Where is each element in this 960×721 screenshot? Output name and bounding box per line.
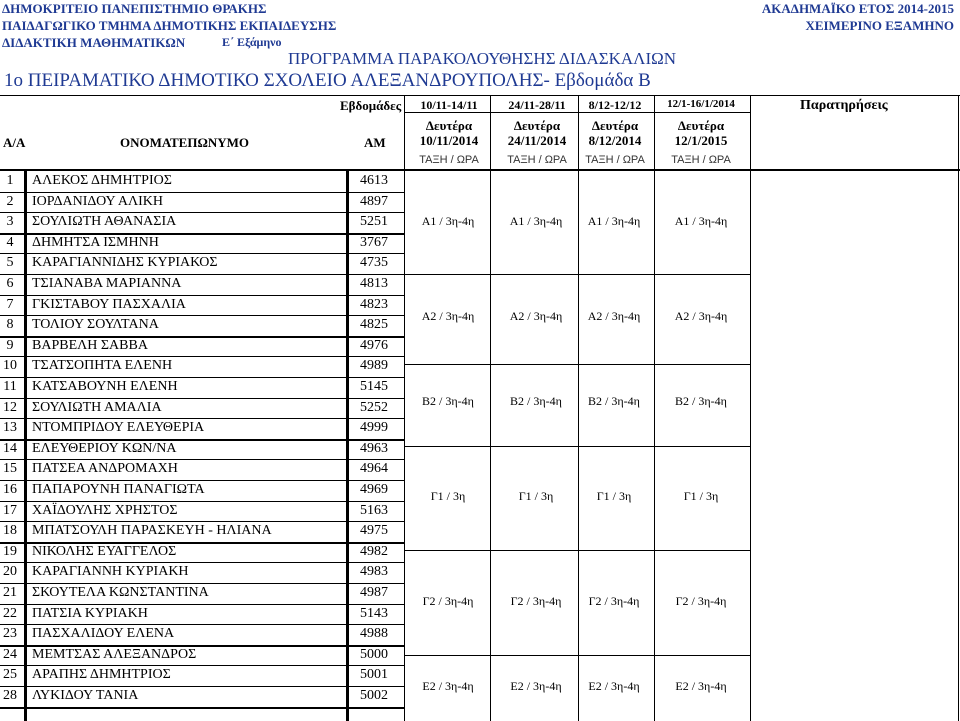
- group-cell: Α1 / 3η-4η: [674, 214, 728, 228]
- student-name: ΠΑΤΣΕΑ ΑΝΔΡΟΜΑΧΗ: [32, 461, 178, 477]
- col-aa-header: Α/Α: [3, 135, 26, 150]
- group-cell: Β2 / 3η-4η: [675, 394, 727, 408]
- grid-v3: [578, 95, 579, 721]
- group-cell: Α2 / 3η-4η: [587, 309, 641, 323]
- student-name: ΠΑΣΧΑΛΙΔΟΥ ΕΛΕΝΑ: [32, 626, 175, 642]
- week-date: 10/11/2014: [419, 133, 479, 148]
- student-am: 4983: [360, 564, 388, 580]
- row-number: 23: [3, 626, 17, 642]
- group-cell: Γ2 / 3η-4η: [588, 594, 640, 608]
- student-am: 4823: [360, 296, 388, 312]
- row-number: 4: [6, 234, 14, 250]
- row-number: 22: [3, 605, 17, 621]
- student-row: [0, 192, 400, 213]
- group-cell: Α2 / 3η-4η: [421, 309, 475, 323]
- student-am: 5000: [360, 646, 388, 662]
- group-cell: Α2 / 3η-4η: [509, 309, 563, 323]
- student-row: [0, 398, 400, 419]
- group-separator: [404, 550, 750, 551]
- student-row: [0, 439, 400, 460]
- row-number: 6: [6, 276, 14, 291]
- student-row: [0, 315, 400, 336]
- department-name: ΠΑΙΔΑΓΩΓΙΚΟ ΤΜΗΜΑ ΔΗΜΟΤΙΚΗΣ ΕΚΠΑΙΔΕΥΣΗΣ: [2, 18, 337, 33]
- week-tag: ΤΑΞΗ / ΩΡΑ: [507, 154, 567, 166]
- row-number: 25: [3, 667, 17, 683]
- col-am-header: ΑΜ: [364, 135, 386, 150]
- student-row: [0, 501, 400, 522]
- week-day: Δευτέρα: [591, 118, 639, 133]
- group-cell: Α1 / 3η-4η: [587, 214, 641, 228]
- group-cell: Β2 / 3η-4η: [510, 394, 562, 408]
- group-separator: [404, 446, 750, 447]
- student-row: [0, 583, 400, 604]
- week-day: Δευτέρα: [677, 118, 725, 133]
- row-number: 18: [3, 523, 17, 539]
- row-number: 17: [3, 502, 17, 518]
- student-name: ΤΣΑΤΣΟΠΗΤΑ ΕΛΕΝΗ: [32, 358, 173, 374]
- week-day: Δευτέρα: [513, 118, 561, 133]
- semester-type: ΧΕΙΜΕΡΙΝΟ ΕΞΑΜΗΝΟ: [805, 18, 954, 33]
- group-cell: Α1 / 3η-4η: [509, 214, 563, 228]
- student-am: 5001: [360, 667, 388, 683]
- student-am: 4963: [360, 440, 388, 456]
- student-am: 5252: [360, 399, 388, 415]
- student-name: ΜΕΜΤΣΑΣ ΑΛΕΞΑΝΔΡΟΣ: [32, 646, 197, 662]
- table-top-rule: [0, 95, 960, 96]
- student-am: 4613: [360, 173, 388, 188]
- student-row: [0, 233, 400, 254]
- academic-year: ΑΚΑΔΗΜΑΪΚΟ ΕΤΟΣ 2014-2015: [761, 1, 954, 16]
- student-name: ΤΣΙΑΝΑΒΑ ΜΑΡΙΑΝΝΑ: [32, 276, 182, 291]
- student-row: [0, 171, 400, 192]
- student-am: 5145: [360, 379, 388, 394]
- student-am: 5163: [360, 502, 388, 518]
- semester-label: Ε΄ Εξάμηνο: [222, 35, 282, 49]
- group-cell: Α2 / 3η-4η: [674, 309, 728, 323]
- week-range: 24/11-28/11: [508, 98, 566, 112]
- grid-v1: [404, 95, 405, 721]
- university-name: ΔΗΜΟΚΡΙΤΕΙΟ ΠΑΝΕΠΙΣΤΗΜΙΟ ΘΡΑΚΗΣ: [2, 1, 267, 16]
- student-am: 4982: [360, 543, 388, 559]
- student-am: 4999: [360, 420, 388, 436]
- row-separator: [0, 707, 404, 709]
- student-row: [0, 212, 400, 233]
- grid-v5: [750, 95, 751, 721]
- row-number: 24: [3, 646, 17, 662]
- group-cell: Ε2 / 3η-4η: [422, 679, 474, 693]
- group-cell: Γ2 / 3η-4η: [675, 594, 727, 608]
- student-name: ΚΑΤΣΑΒΟΥΝΗ ΕΛΕΝΗ: [32, 379, 178, 394]
- student-am: 5002: [360, 688, 388, 703]
- row-number: 16: [3, 482, 17, 497]
- student-am: 4813: [360, 276, 388, 291]
- student-row: [0, 686, 400, 707]
- week-range: 12/1-16/1/2014: [667, 98, 735, 110]
- student-am: 5251: [360, 214, 388, 230]
- student-name: ΝΙΚΟΛΗΣ ΕΥΑΓΓΕΛΟΣ: [32, 543, 177, 559]
- student-name: ΣΟΥΛΙΩΤΗ ΑΘΑΝΑΣΙΑ: [32, 214, 177, 230]
- student-am: 4964: [360, 461, 388, 477]
- student-name: ΠΑΠΑΡΟΥΝΗ ΠΑΝΑΓΙΩΤΑ: [32, 482, 205, 497]
- student-name: ΚΑΡΑΓΙΑΝΝΗ ΚΥΡΙΑΚΗ: [32, 564, 189, 580]
- student-row: [0, 377, 400, 398]
- student-name: ΙΟΡΔΑΝΙΔΟΥ ΑΛΙΚΗ: [32, 193, 163, 209]
- student-name: ΔΗΜΗΤΣΑ ΙΣΜΗΝΗ: [32, 234, 159, 250]
- document-subtitle: 1ο ΠΕΙΡΑΜΑΤΙΚΟ ΔΗΜΟΤΙΚΟ ΣΧΟΛΕΙΟ ΑΛΕΞΑΝΔΡΟΥΠΟΛΗΣ- Εβδομάδα Β: [4, 70, 651, 91]
- week-date: 8/12/2014: [588, 133, 642, 148]
- week-tag: ΤΑΞΗ / ΩΡΑ: [671, 154, 731, 166]
- group-separator: [404, 655, 750, 656]
- student-row: [0, 542, 400, 563]
- week-date: 12/1/2015: [674, 133, 728, 148]
- student-am: 4988: [360, 626, 388, 642]
- week-day: Δευτέρα: [425, 118, 473, 133]
- weeks-rule: [404, 112, 750, 113]
- week-date: 24/11/2014: [507, 133, 567, 148]
- group-cell: Ε2 / 3η-4η: [510, 679, 562, 693]
- student-am: 4976: [360, 337, 388, 353]
- student-name: ΑΡΑΠΗΣ ΔΗΜΗΤΡΙΟΣ: [32, 667, 171, 683]
- col-notes-header: Παρατηρήσεις: [800, 98, 888, 113]
- student-am: 4897: [360, 193, 388, 209]
- student-row: [0, 645, 400, 666]
- week-tag: ΤΑΞΗ / ΩΡΑ: [585, 154, 645, 166]
- row-number: 8: [6, 317, 14, 333]
- row-number: 9: [6, 337, 14, 353]
- week-tag: ΤΑΞΗ / ΩΡΑ: [419, 154, 479, 166]
- row-number: 21: [3, 585, 17, 600]
- row-number: 5: [6, 255, 14, 271]
- grid-v4: [654, 95, 655, 721]
- student-row: [0, 253, 400, 274]
- group-separator: [404, 274, 750, 275]
- group-cell: Γ1 / 3η: [518, 489, 554, 503]
- row-number: 19: [3, 543, 17, 559]
- student-name: ΓΚΙΣΤΑΒΟΥ ΠΑΣΧΑΛΙΑ: [32, 296, 186, 312]
- student-am: 3767: [360, 234, 388, 250]
- grid-v6: [958, 95, 959, 721]
- student-row: [0, 562, 400, 583]
- group-cell: Β2 / 3η-4η: [588, 394, 640, 408]
- group-cell: Ε2 / 3η-4η: [588, 679, 640, 693]
- student-row: [0, 418, 400, 439]
- row-number: 15: [3, 461, 17, 477]
- student-name: ΤΟΛΙΟΥ ΣΟΥΛΤΑΝΑ: [32, 317, 159, 333]
- student-name: ΝΤΟΜΠΡΙΔΟΥ ΕΛΕΥΘΕΡΙΑ: [32, 420, 205, 436]
- row-number: 14: [3, 440, 17, 456]
- student-row: [0, 336, 400, 357]
- student-am: 5143: [360, 605, 388, 621]
- student-row: [0, 665, 400, 686]
- student-am: 4975: [360, 523, 388, 539]
- weeks-label: Εβδομάδες: [340, 98, 402, 113]
- student-row: [0, 521, 400, 542]
- student-name: ΧΑΪΔΟΥΛΗΣ ΧΡΗΣΤΟΣ: [32, 502, 178, 518]
- student-row: [0, 624, 400, 645]
- student-name: ΒΑΡΒΕΛΗ ΣΑΒΒΑ: [32, 337, 148, 353]
- row-number: 3: [6, 214, 14, 230]
- row-number: 1: [6, 173, 14, 188]
- student-row: [0, 480, 400, 501]
- student-name: ΚΑΡΑΓΙΑΝΝΙΔΗΣ ΚΥΡΙΑΚΟΣ: [32, 255, 218, 271]
- group-cell: Γ1 / 3η: [430, 489, 466, 503]
- row-number: 20: [3, 564, 17, 580]
- group-cell: Α1 / 3η-4η: [421, 214, 475, 228]
- student-row: [0, 295, 400, 316]
- row-number: 12: [3, 399, 17, 415]
- student-row: [0, 459, 400, 480]
- row-number: 7: [6, 296, 14, 312]
- course-name: ΔΙΔΑΚΤΙΚΗ ΜΑΘΗΜΑΤΙΚΩΝ: [2, 35, 186, 50]
- student-name: ΕΛΕΥΘΕΡΙΟΥ ΚΩΝ/ΝΑ: [32, 440, 177, 456]
- group-cell: Β2 / 3η-4η: [422, 394, 474, 408]
- student-name: ΠΑΤΣΙΑ ΚΥΡΙΑΚΗ: [32, 605, 148, 621]
- group-separator: [404, 364, 750, 365]
- group-cell: Γ1 / 3η: [683, 489, 719, 503]
- student-name: ΣΟΥΛΙΩΤΗ ΑΜΑΛΙΑ: [32, 399, 162, 415]
- student-row: [0, 604, 400, 625]
- student-name: ΛΥΚΙΔΟΥ ΤΑΝΙΑ: [32, 688, 139, 703]
- student-am: 4969: [360, 482, 388, 497]
- student-name: ΑΛΕΚΟΣ ΔΗΜΗΤΡΙΟΣ: [32, 173, 172, 188]
- group-cell: Γ1 / 3η: [596, 489, 632, 503]
- student-name: ΜΠΑΤΣΟΥΛΗ ΠΑΡΑΣΚΕΥΗ - ΗΛΙΑΝΑ: [32, 523, 272, 539]
- student-name: ΣΚΟΥΤΕΛΑ ΚΩΝΣΤΑΝΤΙΝΑ: [32, 585, 209, 600]
- week-range: 10/11-14/11: [420, 98, 478, 112]
- grid-v2: [490, 95, 491, 721]
- row-number: 28: [3, 688, 17, 703]
- group-cell: Ε2 / 3η-4η: [675, 679, 727, 693]
- group-cell: Γ2 / 3η-4η: [422, 594, 474, 608]
- col-name-header: ΟΝΟΜΑΤΕΠΩΝΥΜΟ: [120, 135, 250, 150]
- student-row: [0, 356, 400, 377]
- student-row: [0, 274, 400, 295]
- student-am: 4825: [360, 317, 388, 333]
- student-am: 4987: [360, 585, 388, 600]
- row-number: 11: [3, 379, 17, 394]
- row-number: 10: [3, 358, 17, 374]
- row-number: 2: [6, 193, 14, 209]
- week-range: 8/12-12/12: [588, 98, 642, 112]
- document-title: ΠΡΟΓΡΑΜΜΑ ΠΑΡΑΚΟΛΟΥΘΗΣΗΣ ΔΙΔΑΣΚΑΛΙΩΝ: [288, 49, 677, 68]
- group-cell: Γ2 / 3η-4η: [510, 594, 562, 608]
- student-am: 4735: [360, 255, 388, 271]
- row-number: 13: [3, 420, 17, 436]
- student-am: 4989: [360, 358, 388, 374]
